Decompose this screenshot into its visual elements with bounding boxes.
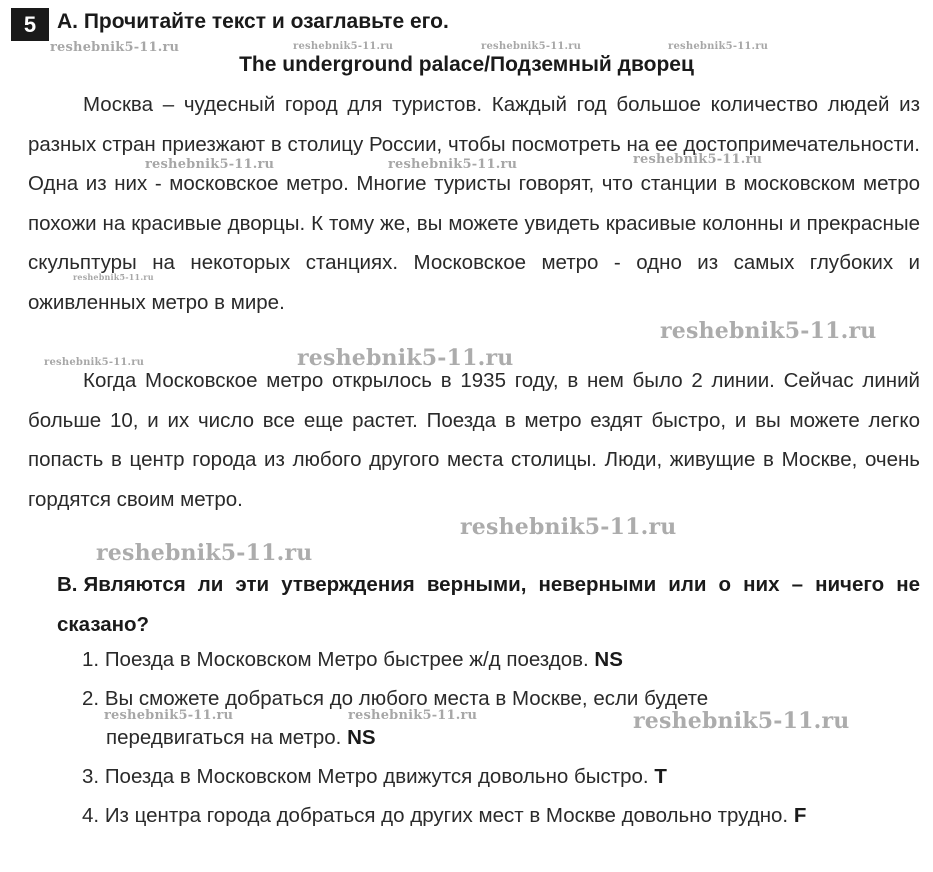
watermark: reshebnik5-11.ru	[633, 152, 763, 167]
watermark: reshebnik5-11.ru	[73, 272, 154, 282]
part-a-heading: A. Прочитайте текст и озаглавьте его.	[57, 10, 449, 33]
part-b-label: B.	[57, 573, 78, 596]
statement-marker: 3.	[82, 765, 100, 788]
statement-marker: 2.	[82, 687, 100, 710]
watermark: reshebnik5-11.ru	[104, 708, 234, 723]
statement-marker: 4.	[82, 804, 100, 827]
watermark: reshebnik5-11.ru	[44, 357, 145, 368]
watermark: reshebnik5-11.ru	[96, 540, 313, 566]
watermark: reshebnik5-11.ru	[348, 708, 478, 723]
text-title: The underground palace/Подземный дворец	[239, 53, 694, 76]
watermark: reshebnik5-11.ru	[50, 40, 180, 55]
watermark: reshebnik5-11.ru	[460, 514, 677, 540]
statement-answer: NS	[594, 648, 623, 671]
statement-4	[82, 796, 920, 835]
statements-list	[82, 640, 920, 835]
watermark: reshebnik5-11.ru	[145, 157, 275, 172]
statement-3	[82, 757, 920, 796]
statement-answer: T	[654, 765, 667, 788]
statement-answer: NS	[347, 726, 376, 749]
exercise-number: 5	[11, 8, 49, 41]
watermark: reshebnik5-11.ru	[293, 41, 394, 52]
watermark: reshebnik5-11.ru	[481, 41, 582, 52]
watermark: reshebnik5-11.ru	[388, 157, 518, 172]
part-b-question: Являются ли эти утверждения верными, неверными или о них – ничего не сказано?	[57, 573, 920, 636]
statement-1	[82, 640, 920, 679]
part-b-heading	[57, 565, 920, 645]
statement-answer: F	[793, 804, 807, 827]
watermark: reshebnik5-11.ru	[660, 318, 877, 344]
watermark: reshebnik5-11.ru	[668, 41, 769, 52]
paragraph-2: Когда Московское метро открылось в 1935 году, в нем было 2 линии. Сейчас линий больше 10, и их число все еще растет. Поезда в метро ездят быстро, и вы можете легко попасть в центр города из любого другого места столицы. Люди, живущие в Москве, очень гордятся своим метро.	[28, 369, 920, 511]
paragraph-1: Москва – чудесный город для туристов. Каждый год большое количество людей из разных стран приезжают в столицу России, чтобы посмотреть на ее достопримечательности. Одна из них - московское метро. Многие туристы говорят, что станции в московском метро похожи на красивые дворцы. К тому же, вы можете увидеть красивые колонны и прекрасные скульптуры на некоторых станциях. Московское метро - одно из самых глубоких и оживленных метро в мире.	[28, 93, 920, 314]
statement-text: Поезда в Московском Метро движутся довольно быстро.	[104, 765, 649, 788]
watermark: reshebnik5-11.ru	[633, 708, 850, 734]
statement-marker: 1.	[82, 648, 100, 671]
watermark: reshebnik5-11.ru	[297, 345, 514, 371]
statement-text: Из центра города добраться до других мест в Москве довольно трудно.	[104, 804, 789, 827]
statement-text-continued: передвигаться на метро.	[106, 726, 342, 749]
statement-text: Вы сможете добраться до любого места в Москве, если будете	[104, 687, 709, 710]
statement-text: Поезда в Московском Метро быстрее ж/д поездов.	[104, 648, 589, 671]
